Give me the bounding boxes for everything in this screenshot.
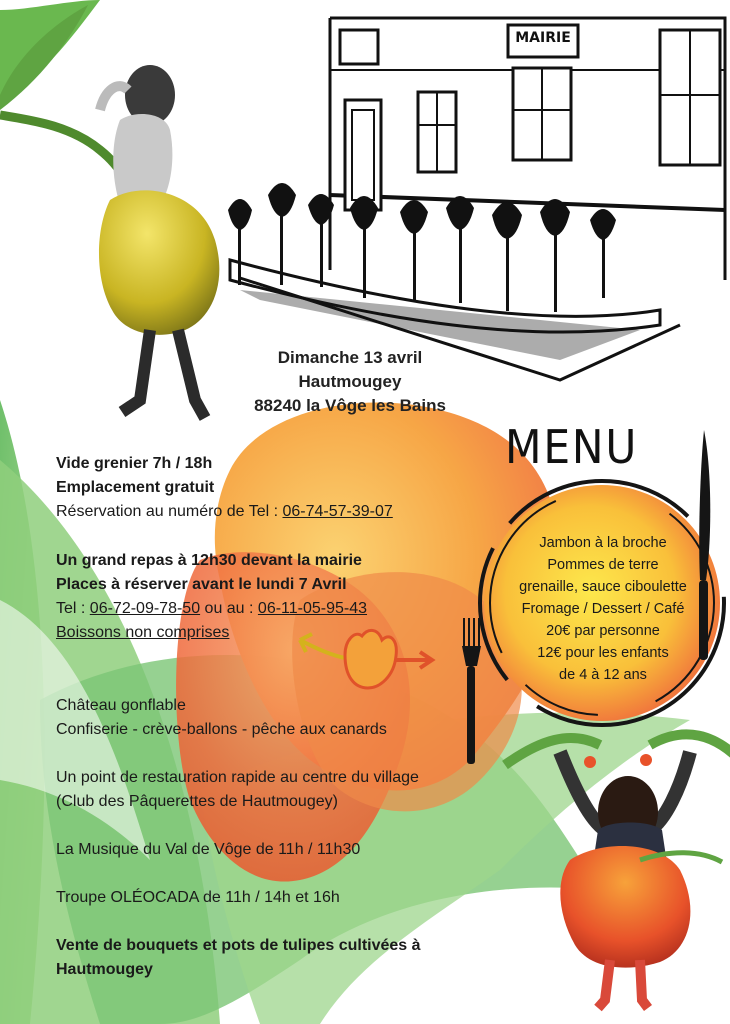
tulip-bed [228, 183, 640, 360]
menu-item: grenaille, sauce ciboulette [519, 579, 687, 595]
event-date: Dimanche 13 avril [277, 348, 423, 367]
menu-item: Fromage / Dessert / Café [521, 601, 685, 617]
musique: La Musique du Val de Vôge de 11h / 11h30 [56, 841, 361, 858]
menu-item: 20€ par personne [546, 623, 660, 639]
repas-places: Places à réserver avant le lundi 7 Avril [56, 576, 347, 593]
chateau-gonflable: Château gonflable [56, 697, 186, 714]
vente-line-2: Hautmougey [56, 961, 153, 978]
boissons-note: Boissons non comprises [56, 624, 230, 641]
menu-item: de 4 à 12 ans [559, 667, 647, 683]
event-village: Hautmougey [298, 372, 402, 391]
repas-title: Un grand repas à 12h30 devant la mairie [56, 552, 362, 569]
menu-item: Pommes de terre [547, 557, 659, 573]
restauration-line-1: Un point de restauration rapide au centre du village [56, 769, 419, 786]
menu-item: Jambon à la broche [539, 535, 667, 551]
reservation-phone-link[interactable]: 06-74-57-39-07 [282, 503, 393, 520]
event-header [215, 346, 485, 418]
mairie-sign: MAIRIE [515, 30, 571, 46]
menu-item: 12€ pour les enfants [537, 645, 669, 661]
or-label: ou au : [200, 600, 258, 617]
dancer-figure [0, 5, 219, 418]
menu-title: MENU [505, 420, 639, 474]
repas-phone-line [56, 597, 367, 621]
emplacement-gratuit: Emplacement gratuit [56, 479, 215, 496]
repas-phone-1-link[interactable]: 06-72-09-78-50 [89, 600, 201, 617]
repas-phone-2-link[interactable]: 06-11-05-95-43 [257, 600, 368, 617]
event-address: 88240 la Vôge les Bains [254, 396, 446, 415]
tel-label: Tel : [56, 600, 90, 617]
troupe: Troupe OLÉOCADA de 11h / 14h et 16h [56, 889, 340, 906]
confiserie: Confiserie - crève-ballons - pêche aux canards [56, 721, 387, 738]
vente-line-1: Vente de bouquets et pots de tulipes cultivées à [56, 937, 421, 954]
reservation-label: Réservation au numéro de Tel : [56, 503, 283, 520]
menu-items [488, 532, 718, 686]
vide-grenier-hours: Vide grenier 7h / 18h [56, 455, 213, 472]
restauration-line-2: (Club des Pâquerettes de Hautmougey) [56, 793, 338, 810]
reservation-line [56, 500, 393, 524]
